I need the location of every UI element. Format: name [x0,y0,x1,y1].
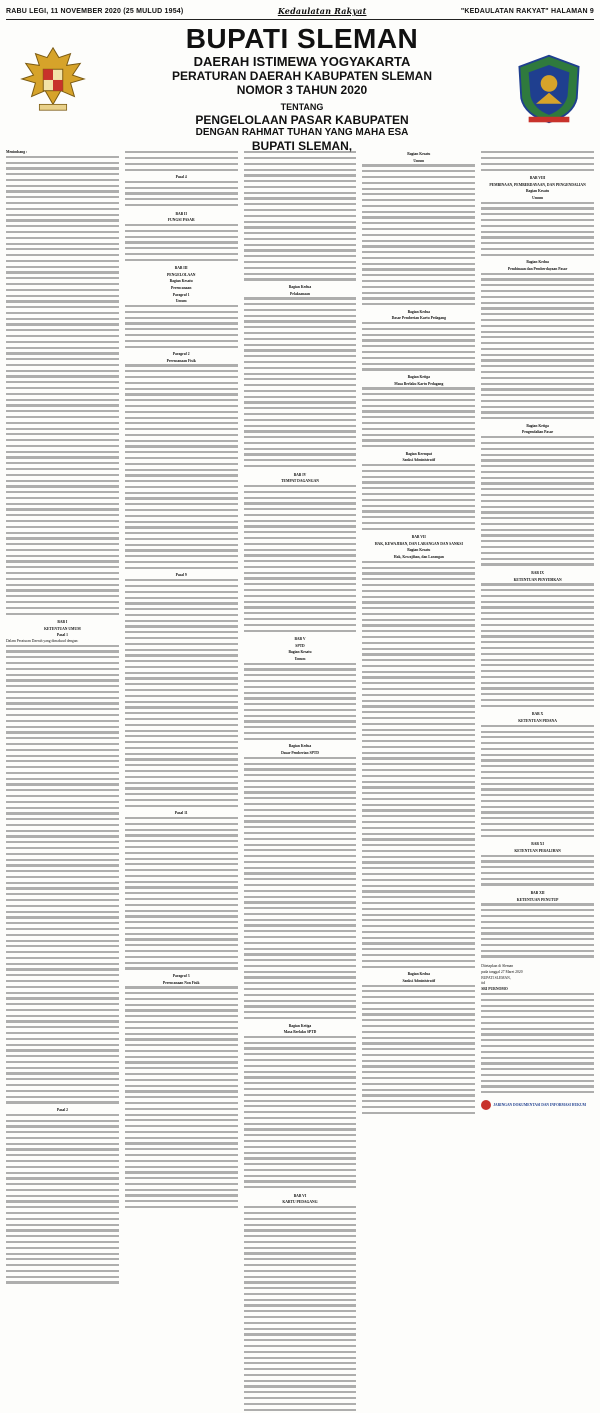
section-subtitle: KETENTUAN PENYIDIKAN [513,577,562,582]
text-block [362,164,475,307]
issue-date: RABU LEGI, 11 NOVEMBER 2020 (25 MULUD 1954) [6,7,184,15]
section-title: Pasal 1 [56,633,68,638]
province-title: DAERAH ISTIMEWA YOGYAKARTA [193,54,411,69]
section-title: BAB VII [411,535,426,540]
text-block [244,1036,357,1191]
newspaper-brand: Kedaulatan Rakyat [277,6,367,16]
section-title: BAB I [57,620,68,625]
signature-name: SRI PURNOMO [481,987,508,992]
section-title: Bagian Kedua [288,284,312,289]
column-5 [481,150,594,1107]
section-title: Bagian Kedua [288,744,312,749]
section-subtitle: HAK, KEWAJIBAN, DAN LARANGAN DAN SANKSI [374,541,463,546]
section-title: BAB XII [530,891,545,896]
text-block [362,322,475,373]
section-title: Pasal 2 [56,1107,68,1112]
section-subtitle: Umum [413,158,425,163]
section-title: Bagian Ketiga [288,1023,312,1028]
section-subtitle: Dalam Peraturan Daerah yang dimaksud dengan: [6,638,79,643]
section-title: Paragraf 3 [172,973,190,978]
regulation-body [6,150,594,1205]
text-block [244,151,357,283]
section-title: Bagian Kedua [526,260,549,265]
section-subtitle: Perencanaan [170,286,192,291]
text-block [125,151,238,173]
section-title: Bagian Kesatu [526,189,550,194]
about-label: TENTANG [280,102,324,112]
section-title: Paragraf 1 [172,292,190,297]
section-title: BAB IX [531,570,544,575]
section-subtitle: KETENTUAN UMUM [44,626,81,631]
section-subtitle: KETENTUAN PIDANA [518,718,557,723]
signature-block [481,964,594,992]
text-block [362,561,475,970]
text-block [244,757,357,1022]
text-block [481,993,594,1096]
preamble: DENGAN RAHMAT TUHAN YANG MAHA ESA [195,127,409,138]
regulation-number: NOMOR 3 TAHUN 2020 [236,83,368,97]
section-subtitle: Pembinaan dan Pemberdayaan Pasar [507,266,568,271]
regent-signature-heading: BUPATI SLEMAN, [251,139,353,153]
text-block [125,986,238,1210]
column-1 [6,150,119,1112]
section-subtitle: Sanksi Administratif [402,458,436,463]
header-rule [6,19,594,20]
signature-title: BUPATI SLEMAN, [481,975,511,980]
section-title: Bagian Keempat [405,451,432,456]
section-title: Pasal 9 [175,573,187,578]
text-block [125,181,238,209]
section-title: Bagian Kesatu [288,650,312,655]
text-block [362,985,475,1117]
section-subtitle: Masa Berlaku SPTD [283,1030,317,1035]
text-block [481,725,594,839]
section-subtitle: Umum [175,299,187,304]
column-3 [244,150,357,1205]
section-title: BAB VI [293,1193,307,1198]
section-title: Bagian Ketiga [526,423,549,428]
section-title: BAB XI [531,842,544,847]
text-block [125,817,238,972]
section-subtitle: KARTU PEDAGANG [282,1200,318,1205]
text-block [6,1114,119,1286]
signature-date: pada tanggal 27 Maret 2020 [481,969,523,974]
text-block [125,364,238,571]
column-4 [362,150,475,1044]
section-title: Pasal 4 [175,175,187,180]
section-subtitle: Dasar Pemberian SPTD [281,751,319,755]
section-subtitle: PEMBINAAN, PEMBERDAYAAN, DAN PENGENDALIAN [489,182,586,187]
newspaper-header [6,4,594,18]
section-title: Bagian Kedua [407,309,431,314]
regent-title: BUPATI SLEMAN [185,23,419,54]
section-subtitle: KETENTUAN PENUTUP [516,897,559,902]
section-subtitle: Perencanaan Fisik [166,358,196,363]
signature-place: Ditetapkan di Sleman [481,964,514,969]
section-subtitle: Hak, Kewajiban, dan Larangan [393,555,444,560]
signature-mark: ttd [481,981,486,986]
text-block [6,645,119,1106]
text-block [362,387,475,449]
section-subtitle: Dasar Pemberian Kartu Pedagang [391,316,446,321]
section-subtitle: Pengendalian Pasar [521,430,554,435]
section-subtitle: SPTD [295,643,305,648]
jdih-label: JARINGAN DOKUMENTASI DAN INFORMASI HUKUM [493,1102,586,1107]
text-block [481,202,594,259]
regulation-titles [96,22,508,153]
section-title: BAB III [174,266,188,271]
regulation-subject: PENGELOLAAN PASAR KABUPATEN [195,113,409,127]
section-subtitle: KETENTUAN PERALIHAN [514,848,561,853]
section-title: BAB V [294,637,306,642]
section-subtitle: Masa Berlaku Kartu Pedagang [394,381,444,386]
text-block [6,156,119,617]
section-title: Pasal 11 [174,811,188,816]
text-block [244,485,357,634]
section-title: BAB X [532,712,544,717]
text-block [481,855,594,889]
section-subtitle: Sanksi Administratif [402,978,436,983]
jdih-footer [481,1100,594,1110]
jdih-logo-icon [481,1100,491,1110]
text-block [244,1206,357,1413]
section-title: Bagian Kedua [407,972,431,977]
section-title: Bagian Kesatu [407,548,431,553]
section-subtitle: Umum [294,656,306,661]
section-subtitle: Perencanaan Non Fisik [162,980,200,985]
section-title: Bagian Kesatu [407,152,431,156]
text-block [481,583,594,709]
text-block [481,273,594,422]
column-2 [125,150,238,1044]
regulation-type: PERATURAN DAERAH KABUPATEN SLEMAN [172,69,432,83]
text-block [125,579,238,809]
page-number: "KEDAULATAN RAKYAT" HALAMAN 9 [460,7,594,15]
text-block [125,224,238,263]
text-block [362,464,475,532]
text-block [481,151,594,173]
sleman-regency-emblem-icon [512,52,586,126]
text-block [481,436,594,568]
section-title: Bagian Ketiga [407,374,430,379]
section-title: Paragraf 2 [172,352,190,357]
section-subtitle: PENGELOLAAN [166,272,196,277]
garuda-emblem-icon [14,40,92,118]
section-subtitle: TEMPAT DAGANGAN [281,479,319,484]
section-subtitle: Umum [532,195,544,200]
section-title: BAB II [175,211,187,216]
section-subtitle: FUNGSI PASAR [167,218,195,223]
section-title: BAB VIII [529,176,546,181]
section-title: Bagian Kesatu [169,279,193,284]
text-block [244,297,357,469]
text-block [481,903,594,960]
section-title: BAB IV [293,472,307,477]
considering-label: Menimbang : [6,150,28,154]
text-block [244,663,357,743]
text-block [125,305,238,350]
section-subtitle: Pelaksanaan [290,291,310,296]
